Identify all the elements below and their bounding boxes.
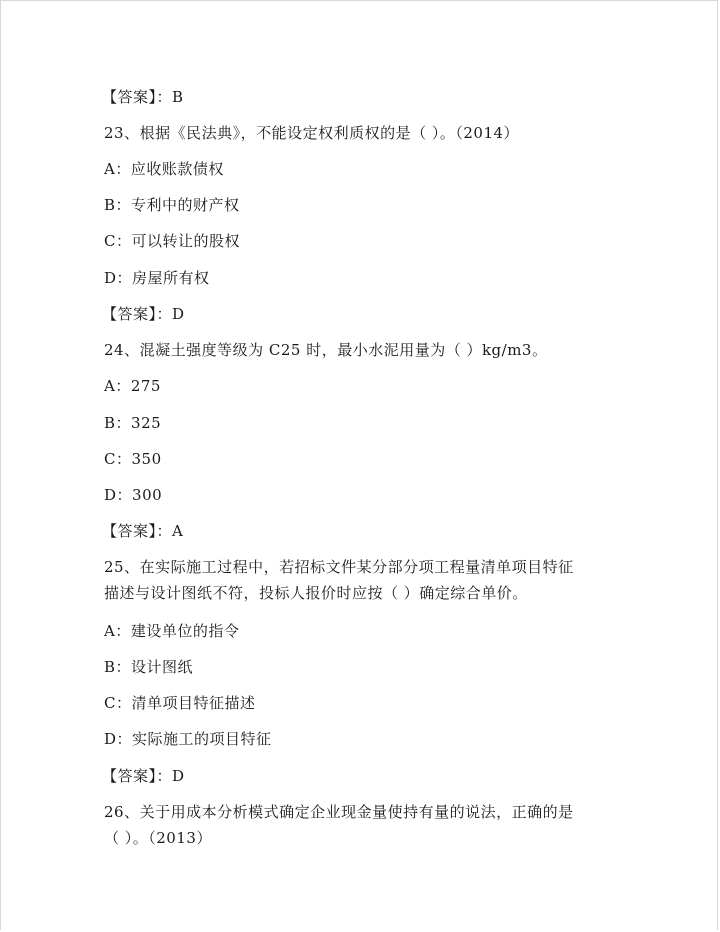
option-line: D：300 xyxy=(104,486,163,504)
question-25-continued: 描述与设计图纸不符，投标人报价时应按（ ）确定综合单价。 xyxy=(104,584,528,602)
question-26: 26、关于用成本分析模式确定企业现金量使持有量的说法，正确的是 xyxy=(104,803,574,821)
answer-line: 【答案】：D xyxy=(102,767,185,785)
answer-line: 【答案】：B xyxy=(102,88,184,106)
question-24: 24、混凝土强度等级为 C25 时，最小水泥用量为（ ）kg/m3。 xyxy=(104,341,548,359)
option-line: D：房屋所有权 xyxy=(104,269,210,287)
question-26-continued: （ ）。（2013） xyxy=(104,829,212,847)
option-line: C：清单项目特征描述 xyxy=(104,694,256,712)
question-23: 23、根据《民法典》，不能设定权利质权的是（ ）。（2014） xyxy=(104,124,520,142)
answer-line: 【答案】：A xyxy=(102,522,184,540)
question-25: 25、在实际施工过程中，若招标文件某分部分项工程量清单项目特征 xyxy=(104,558,574,576)
option-line: A：275 xyxy=(104,377,161,395)
option-line: B：设计图纸 xyxy=(104,658,194,676)
option-line: C：可以转让的股权 xyxy=(104,232,240,250)
option-line: D：实际施工的项目特征 xyxy=(104,730,272,748)
answer-line: 【答案】：D xyxy=(102,305,185,323)
option-line: C：350 xyxy=(104,450,162,468)
option-line: A：应收账款债权 xyxy=(104,160,224,178)
option-line: B：325 xyxy=(104,414,162,432)
option-line: A：建设单位的指令 xyxy=(104,622,240,640)
option-line: B：专利中的财产权 xyxy=(104,196,240,214)
